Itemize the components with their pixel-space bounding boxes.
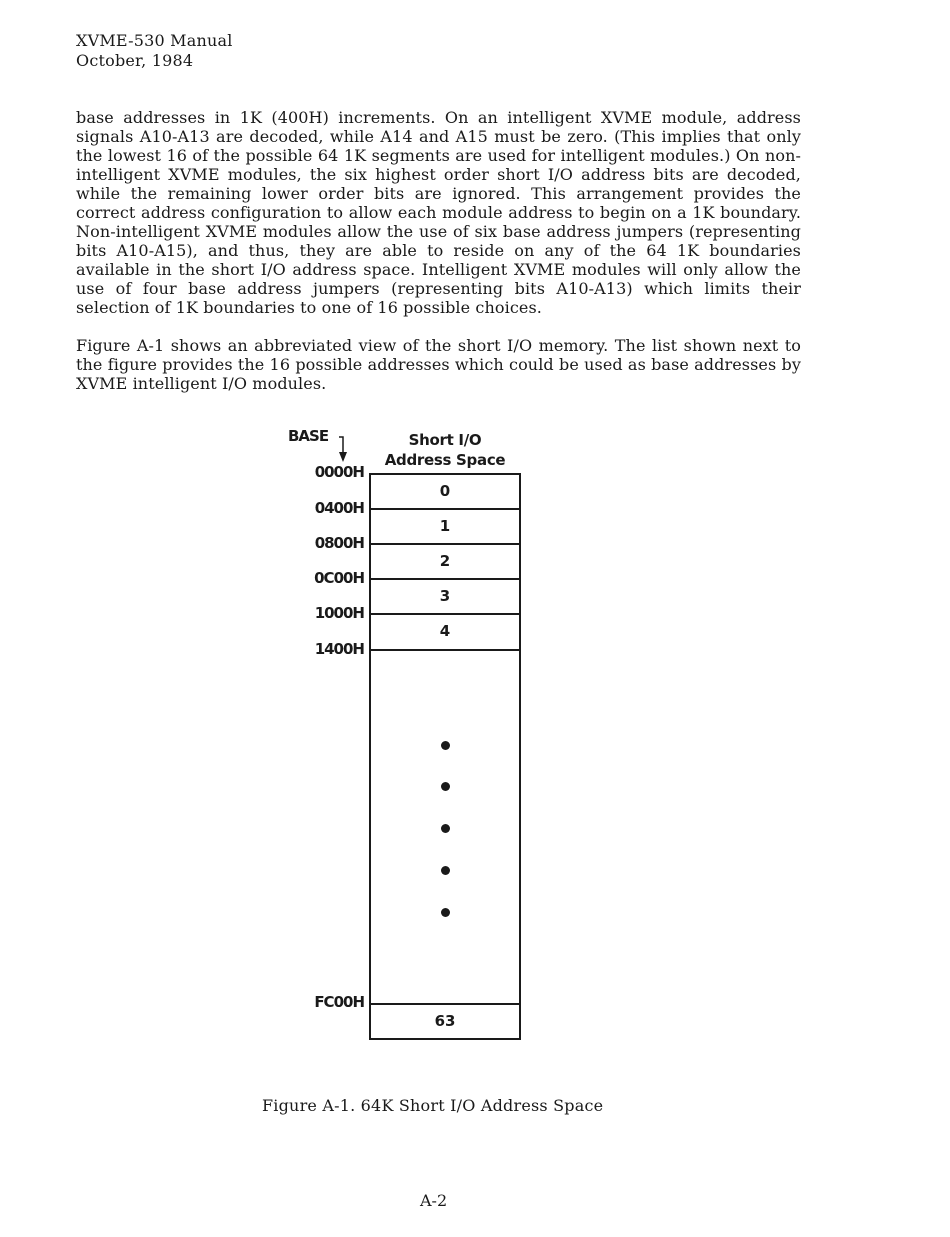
ellipsis-dot — [441, 908, 450, 917]
address-label: 0000H — [314, 463, 364, 481]
address-label: 0400H — [314, 499, 364, 517]
ellipsis-dot — [441, 824, 450, 833]
body-paragraph-2: Figure A-1 shows an abbreviated view of the short I/O memory. The list shown next to the figure provides the 16 possible addresses which could be used as base addresses by XVME intelligent I/O modules. — [76, 336, 801, 393]
address-label: 0C00H — [314, 569, 364, 587]
figure-caption: Figure A-1. 64K Short I/O Address Space — [262, 1096, 604, 1115]
segment-label: 0 — [439, 482, 451, 500]
ellipsis-dot — [441, 741, 450, 750]
base-arrow-head — [339, 452, 347, 462]
ellipsis-dot — [441, 866, 450, 875]
ellipsis-dot — [441, 782, 450, 791]
segment-label: 4 — [439, 622, 451, 640]
manual-date: October, 1984 — [76, 51, 194, 70]
base-label: BASE — [288, 427, 329, 445]
title-line-2: Address Space — [384, 451, 506, 469]
page-number: A-2 — [420, 1191, 448, 1210]
address-label: 1000H — [314, 604, 364, 622]
title-line-1: Short I/O — [408, 431, 482, 449]
address-label: 1400H — [314, 640, 364, 658]
manual-title: XVME-530 Manual — [76, 31, 233, 50]
segment-label: 1 — [439, 517, 451, 535]
segment-label: 63 — [434, 1012, 456, 1030]
segment-label: 3 — [439, 587, 451, 605]
segment-label: 2 — [439, 552, 451, 570]
address-label: 0800H — [314, 534, 364, 552]
address-space-title — [370, 430, 520, 470]
address-label: FC00H — [314, 993, 364, 1011]
body-paragraph-1: base addresses in 1K (400H) increments. On an intelligent XVME module, address signals A10-A13 are decoded, while A14 and A15 must be zero. (This implies that only the lowest 16 of the possible 64 1K segments are used for intelligent modules.) On non-intelligent XVME modules, the six highest order short I/O address bits are decoded, while the remaining lower order bits are ignored. This arrangement provides the correct address configuration to allow each module address to begin on a 1K boundary. Non-intelligent XVME modules allow the use of six base address jumpers (representing bits A10-A15), and thus, they are able to reside on any of the 64 1K boundaries available in the short I/O address space. Intelligent XVME modules will only allow the use of four base address jumpers (representing bits A10-A13) which limits their selection of 1K boundaries to one of 16 possible choices. — [76, 108, 801, 317]
base-arrow-line — [339, 437, 343, 454]
